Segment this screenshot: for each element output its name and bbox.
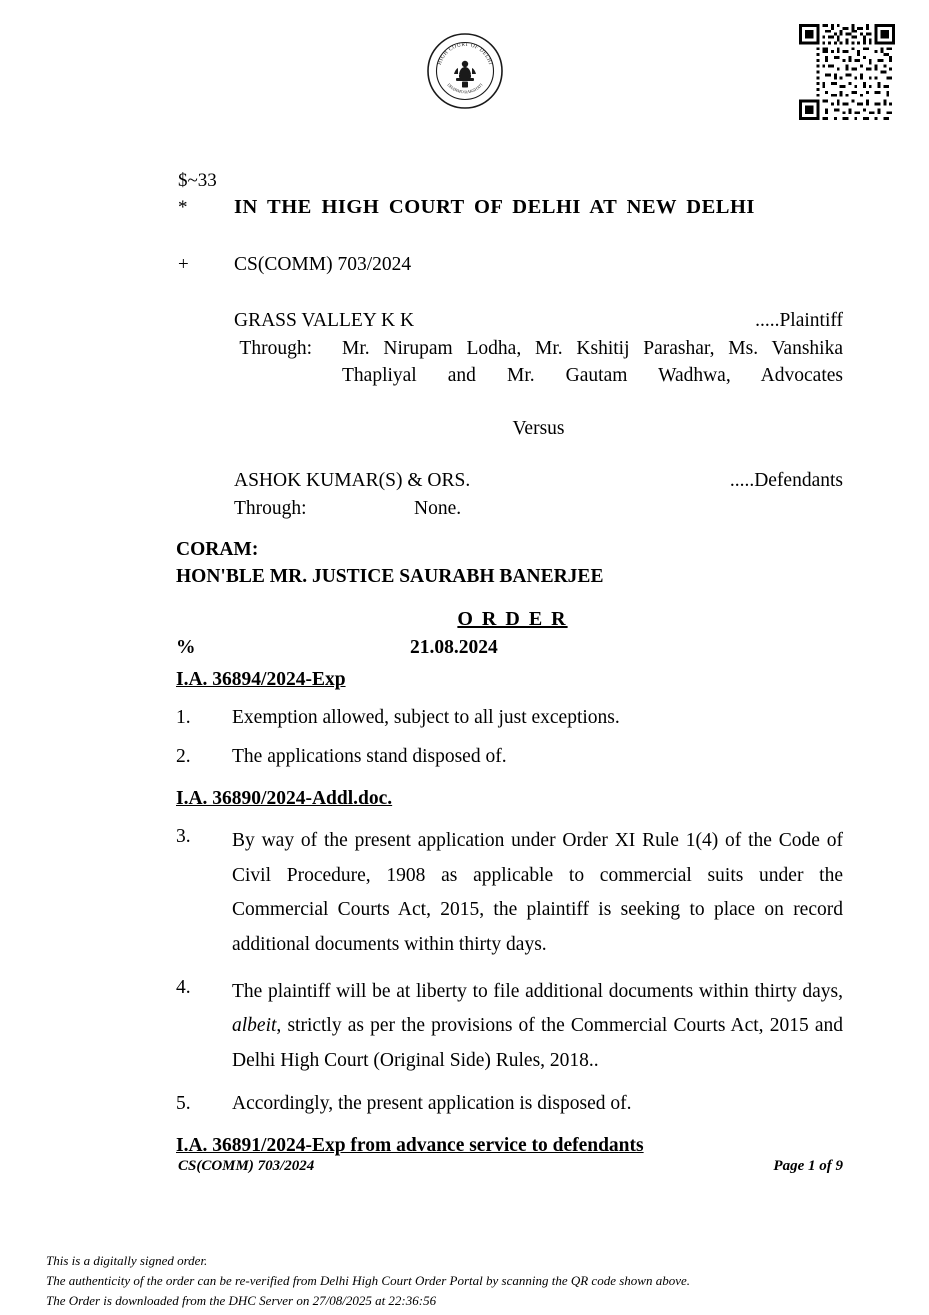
judge-name: HON'BLE MR. JUSTICE SAURABH BANERJEE bbox=[176, 566, 604, 588]
paragraph-italic-term: albeit bbox=[232, 1015, 277, 1037]
paragraph-text: Exemption allowed, subject to all just exceptions. bbox=[232, 707, 620, 729]
coram-label: CORAM: bbox=[176, 539, 259, 561]
defendant-through-label: Through: bbox=[234, 498, 307, 520]
paragraph-text: The applications stand disposed of. bbox=[232, 745, 507, 767]
order-date: 21.08.2024 bbox=[410, 637, 498, 659]
paragraph-text: By way of the present application under Order XI Rule 1(4) of the Code of Civil Procedure, 1908 as applicable to commercial suits under the Commercial Courts Act, 2015, the plaintiff is seeking to place on record additional documents within thirty days. bbox=[232, 829, 843, 955]
paragraph-text-after-italic: , strictly as per the provisions of the Commercial Courts Act, 2015 and Delhi High Court (Original Side) Rules, 2018.. bbox=[232, 1015, 843, 1072]
plaintiff-row bbox=[234, 308, 843, 334]
order-heading: O R D E R bbox=[457, 608, 568, 631]
paragraph-number: 5. bbox=[176, 1092, 191, 1114]
plaintiff-role: .....Plaintiff bbox=[755, 310, 843, 332]
case-number: CS(COMM) 703/2024 bbox=[234, 253, 412, 275]
section-heading-2: I.A. 36890/2024-Addl.doc. bbox=[176, 787, 393, 809]
qr-code-icon bbox=[799, 24, 895, 120]
plaintiff-through-label: Through: bbox=[239, 338, 312, 360]
paragraph-text: Accordingly, the present application is disposed of. bbox=[232, 1092, 632, 1114]
star-marker: * bbox=[178, 197, 188, 219]
disclaimer-line-1: This is a digitally signed order. bbox=[46, 1253, 208, 1268]
paragraph-number: 2. bbox=[176, 745, 191, 767]
paragraph-2 bbox=[176, 744, 843, 770]
case-number-line bbox=[178, 252, 843, 278]
plaintiff-counsel: Mr. Nirupam Lodha, Mr. Kshitij Parashar, Ms. Vanshika Thapliyal and Mr. Gautam Wadhwa, Advocates bbox=[342, 338, 843, 387]
paragraph-5 bbox=[176, 1091, 843, 1117]
versus-label: Versus bbox=[512, 417, 565, 439]
delhi-high-court-emblem-icon bbox=[426, 32, 504, 110]
paragraph-text bbox=[232, 975, 843, 1079]
page-footer bbox=[178, 1158, 843, 1175]
order-body bbox=[178, 168, 843, 1159]
paragraph-number: 1. bbox=[176, 707, 191, 729]
section-heading-1: I.A. 36894/2024-Exp bbox=[176, 669, 346, 691]
defendant-counsel: None. bbox=[414, 498, 462, 520]
plaintiff-counsel-row bbox=[234, 336, 843, 390]
defendant-block bbox=[234, 468, 843, 494]
footer-page-number: Page 1 of 9 bbox=[773, 1158, 843, 1174]
court-title-line bbox=[178, 194, 843, 221]
order-date-row bbox=[176, 635, 843, 661]
plus-marker: + bbox=[178, 253, 189, 275]
plaintiff-name: GRASS VALLEY K K bbox=[234, 310, 415, 332]
percent-marker: % bbox=[176, 637, 196, 659]
paragraph-number: 3. bbox=[176, 825, 191, 847]
svg-text:DHARMO RAKSHATI: DHARMO RAKSHATI bbox=[445, 82, 484, 95]
svg-text:HIGH COURT OF DELHI: HIGH COURT OF DELHI bbox=[436, 41, 493, 66]
section-heading-3: I.A. 36891/2024-Exp from advance service to defendants bbox=[176, 1134, 644, 1156]
footer-case-ref: CS(COMM) 703/2024 bbox=[178, 1158, 315, 1174]
paragraph-1 bbox=[176, 705, 843, 731]
paragraph-4 bbox=[176, 975, 843, 1079]
defendant-counsel-row bbox=[234, 496, 843, 523]
plaintiff-block bbox=[234, 308, 843, 390]
digital-signature-disclaimer bbox=[46, 1251, 690, 1311]
defendant-row bbox=[234, 468, 843, 494]
paragraph-text-before-italic: The plaintiff will be at liberty to file additional documents within thirty days, bbox=[232, 980, 843, 1002]
disclaimer-line-3: The Order is downloaded from the DHC Server on 27/08/2025 at 22:36:56 bbox=[46, 1293, 437, 1309]
defendant-role: .....Defendants bbox=[729, 470, 843, 492]
defendant-name: ASHOK KUMAR(S) & ORS. bbox=[234, 470, 471, 492]
paragraph-3 bbox=[176, 824, 843, 963]
court-title: IN THE HIGH COURT OF DELHI AT NEW DELHI bbox=[234, 196, 755, 219]
disclaimer-line-2: The authenticity of the order can be re-verified from Delhi High Court Order Portal by scanning the QR code shown above. bbox=[46, 1273, 690, 1289]
serial-number: $~33 bbox=[178, 170, 217, 191]
paragraph-number: 4. bbox=[176, 976, 191, 998]
